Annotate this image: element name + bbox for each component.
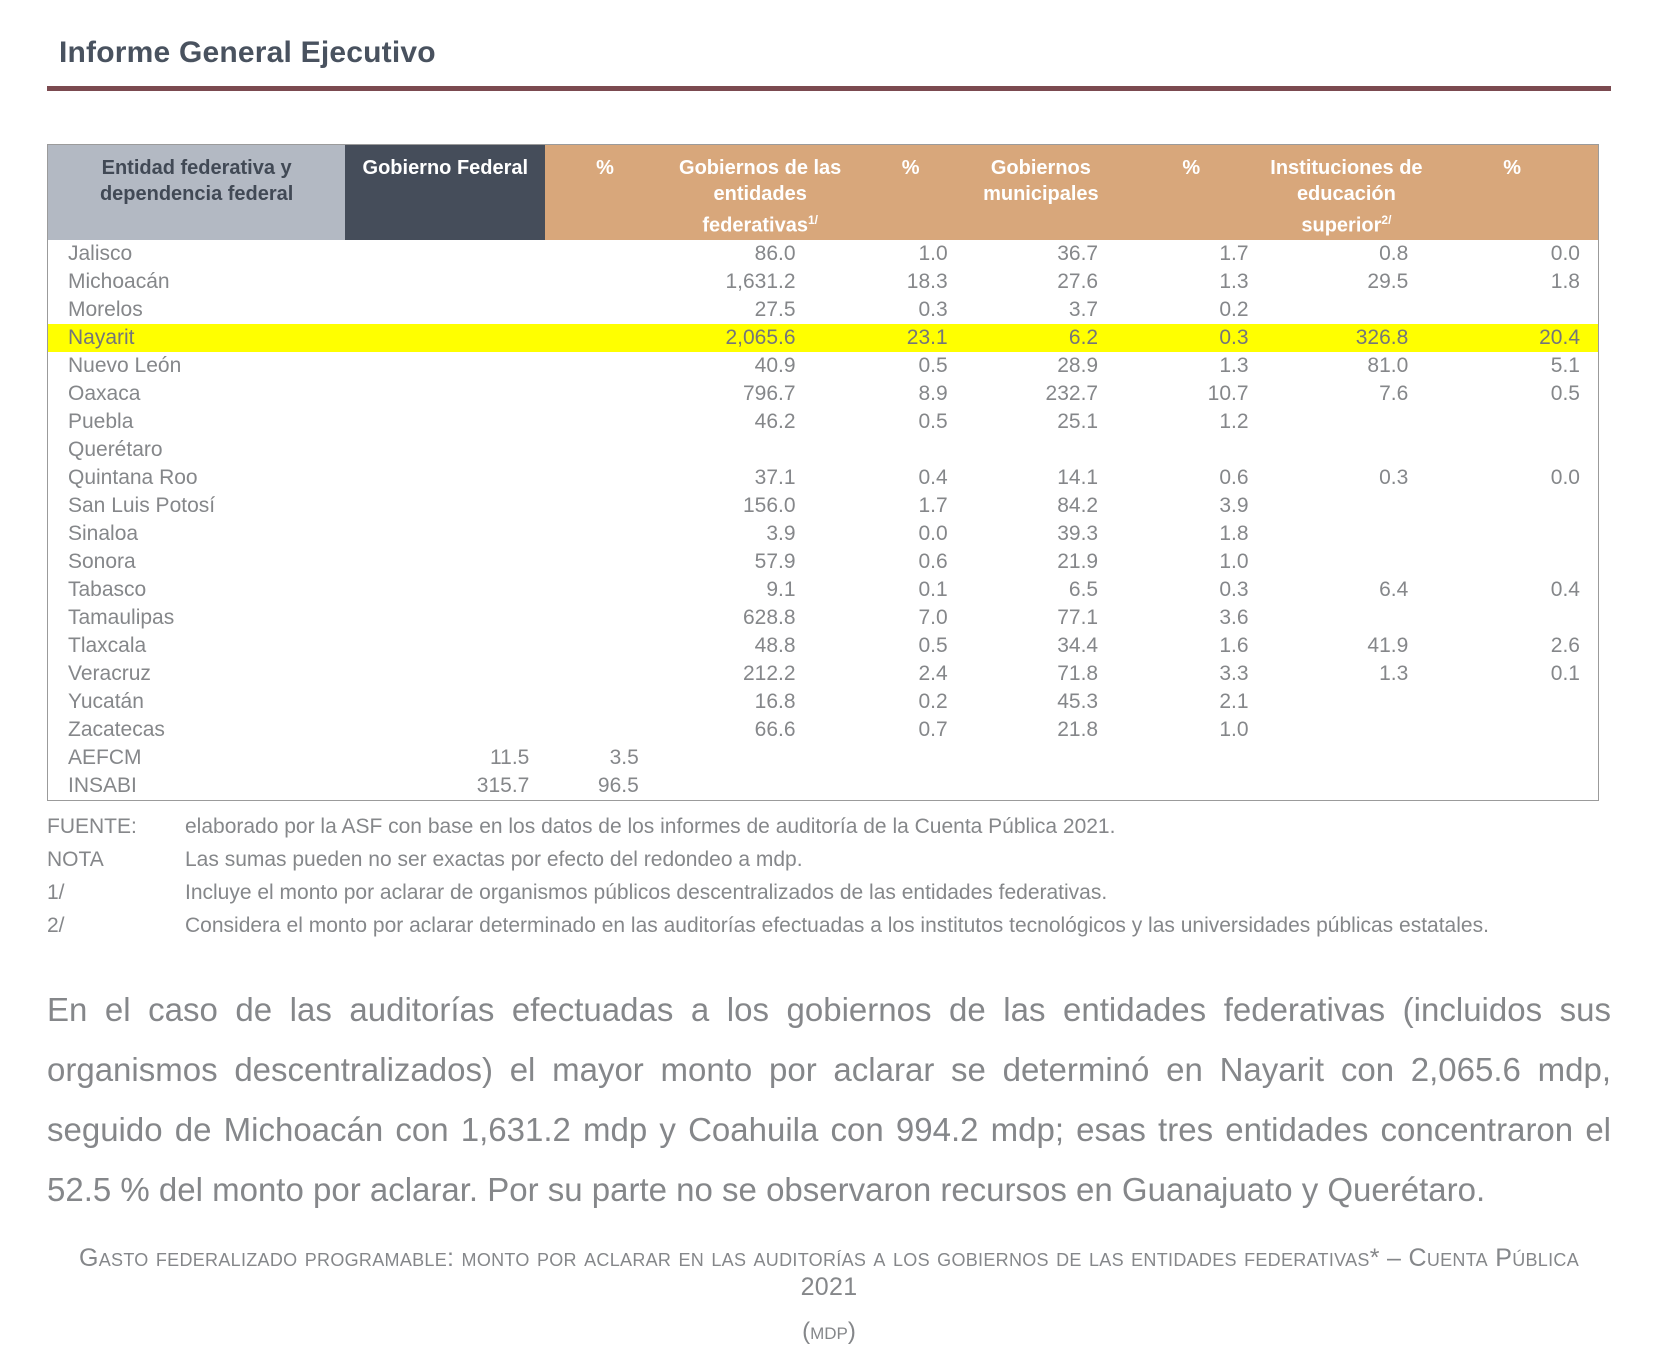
value-cell	[545, 548, 664, 576]
note-label: NOTA	[47, 847, 104, 871]
value-cell	[1116, 744, 1266, 772]
value-cell	[1426, 492, 1598, 520]
entity-name: Jalisco	[68, 241, 133, 265]
value-cell	[1426, 744, 1598, 772]
value-cell: 1.0	[1219, 549, 1249, 573]
value-cell: 7.6	[1379, 381, 1409, 405]
entity-name: INSABI	[68, 773, 137, 797]
value-cell	[345, 268, 545, 296]
table-row	[48, 324, 1599, 352]
value-cell	[545, 408, 664, 436]
value-cell: 40.9	[754, 353, 796, 377]
col-header-municipales: Gobiernos municipales	[966, 145, 1116, 240]
value-cell	[665, 772, 856, 801]
value-cell	[856, 772, 966, 801]
value-cell: 27.6	[1057, 269, 1099, 293]
value-cell	[545, 716, 664, 744]
entity-name: Tlaxcala	[68, 633, 147, 657]
value-cell	[545, 492, 664, 520]
value-cell: 1.8	[1219, 521, 1249, 545]
value-cell: 3.3	[1219, 661, 1249, 685]
entity-name: Tabasco	[68, 577, 147, 601]
value-cell	[545, 464, 664, 492]
table-row	[48, 240, 1599, 268]
value-cell: 2,065.6	[665, 324, 856, 352]
value-cell	[545, 660, 664, 688]
entity-name: Oaxaca	[68, 381, 141, 405]
title-divider	[47, 86, 1611, 91]
value-cell: 0.5	[1550, 381, 1580, 405]
note-label: FUENTE:	[47, 814, 137, 838]
value-cell	[345, 324, 545, 352]
value-cell: 326.8	[1267, 324, 1427, 352]
entity-name: Puebla	[68, 409, 134, 433]
col-header-pct-educacion: %	[1426, 145, 1598, 240]
value-cell	[1116, 436, 1266, 464]
value-cell	[545, 520, 664, 548]
value-cell: 23.1	[856, 324, 966, 352]
value-cell: 1.3	[1219, 269, 1249, 293]
value-cell	[966, 744, 1116, 772]
value-cell: 0.8	[1379, 241, 1409, 265]
value-cell: 81.0	[1367, 353, 1409, 377]
footnote-marker-1: 1/	[807, 213, 818, 227]
value-cell	[1267, 436, 1427, 464]
value-cell	[345, 660, 545, 688]
value-cell: 14.1	[1057, 465, 1099, 489]
entity-name: Querétaro	[68, 437, 163, 461]
value-cell: 1.0	[1219, 717, 1249, 741]
value-cell: 3.9	[766, 521, 796, 545]
value-cell: 1.6	[1219, 633, 1249, 657]
value-cell: 1,631.2	[725, 269, 796, 293]
value-cell	[545, 604, 664, 632]
value-cell	[856, 744, 966, 772]
table-row	[48, 660, 1599, 688]
value-cell: 5.1	[1550, 353, 1580, 377]
table-row	[48, 604, 1599, 632]
value-cell: 2.1	[1219, 689, 1249, 713]
value-cell: 796.7	[742, 381, 796, 405]
table-row	[48, 716, 1599, 744]
value-cell: 0.2	[1219, 297, 1249, 321]
value-cell: 37.1	[754, 465, 796, 489]
entity-name: Sinaloa	[68, 521, 139, 545]
entity-name: Michoacán	[68, 269, 170, 293]
value-cell	[665, 436, 856, 464]
value-cell	[345, 296, 545, 324]
value-cell: 0.0	[1550, 465, 1580, 489]
value-cell	[345, 716, 545, 744]
value-cell: 0.0	[918, 521, 948, 545]
table-row	[48, 520, 1599, 548]
col-header-entidades-federativas: Gobiernos de las entidades federativas$^{1/}$	[665, 145, 856, 240]
entity-name: Morelos	[68, 297, 143, 321]
value-cell	[545, 240, 664, 268]
value-cell: 0.1	[918, 577, 948, 601]
value-cell: 8.9	[918, 381, 948, 405]
value-cell	[545, 632, 664, 660]
col-header-pct-municipales: %	[1116, 145, 1266, 240]
value-cell: 96.5	[597, 773, 639, 797]
value-cell	[1267, 296, 1427, 324]
value-cell: 66.6	[754, 717, 796, 741]
table-row	[48, 352, 1599, 380]
value-cell: 0.3	[1379, 465, 1409, 489]
table-row	[48, 576, 1599, 604]
value-cell: 7.0	[918, 605, 948, 629]
value-cell	[545, 296, 664, 324]
table-caption: Gasto federalizado programable: monto por aclarar en las auditorías a los gobiernos de las entidades federativas* – Cuenta Pública 2021	[78, 1243, 1580, 1301]
value-cell: 1.3	[1219, 353, 1249, 377]
value-cell: 3.7	[1068, 297, 1099, 321]
value-cell: 6.4	[1379, 577, 1409, 601]
value-cell: 11.5	[490, 745, 530, 769]
audit-table	[47, 144, 1599, 801]
value-cell: 46.2	[754, 409, 796, 433]
value-cell: 0.5	[918, 409, 948, 433]
value-cell	[345, 576, 545, 604]
value-cell	[1267, 688, 1427, 716]
value-cell	[1267, 604, 1427, 632]
value-cell	[1267, 716, 1427, 744]
value-cell: 1.7	[1219, 241, 1249, 265]
col-header-gobierno-federal: Gobierno Federal	[345, 145, 545, 240]
value-cell	[345, 240, 545, 268]
value-cell	[1116, 772, 1266, 801]
value-cell: 45.3	[1057, 689, 1099, 713]
value-cell: 28.9	[1057, 353, 1099, 377]
value-cell: 0.4	[918, 465, 948, 489]
table-row	[48, 380, 1599, 408]
value-cell	[345, 520, 545, 548]
value-cell	[1426, 520, 1598, 548]
value-cell	[1426, 772, 1598, 801]
value-cell	[1267, 744, 1427, 772]
value-cell	[345, 604, 545, 632]
note-label: 2/	[47, 913, 65, 937]
value-cell	[1426, 604, 1598, 632]
value-cell: 0.3	[918, 297, 948, 321]
value-cell	[345, 688, 545, 716]
value-cell: 1.8	[1550, 269, 1580, 293]
value-cell: 6.5	[1068, 577, 1099, 601]
value-cell: 34.4	[1057, 633, 1099, 657]
note-label: 1/	[47, 880, 65, 904]
value-cell: 16.8	[754, 689, 796, 713]
value-cell	[345, 408, 545, 436]
table-row	[48, 688, 1599, 716]
col-header-entidad: Entidad federativa y dependencia federal	[48, 145, 346, 240]
note-text: Las sumas pueden no ser exactas por efecto del redondeo a mdp.	[185, 847, 803, 871]
value-cell	[1426, 688, 1598, 716]
value-cell: 36.7	[1057, 241, 1099, 265]
value-cell: 3.6	[1219, 605, 1249, 629]
value-cell: 71.8	[1057, 661, 1099, 685]
value-cell: 84.2	[1057, 493, 1099, 517]
entity-name: Sonora	[68, 549, 136, 573]
note-text: elaborado por la ASF con base en los datos de los informes de auditoría de la Cuenta Pública 2021.	[185, 814, 1116, 838]
value-cell	[345, 464, 545, 492]
entity-name: San Luis Potosí	[68, 493, 216, 517]
value-cell	[1267, 772, 1427, 801]
entity-name: Nuevo León	[68, 353, 182, 377]
value-cell: 0.0	[1550, 241, 1580, 265]
table-row	[48, 548, 1599, 576]
table-row	[48, 772, 1599, 801]
value-cell: 0.4	[1550, 577, 1580, 601]
value-cell: 1.7	[918, 493, 948, 517]
value-cell: 2.4	[918, 661, 948, 685]
entity-name: Veracruz	[68, 661, 151, 685]
table-row	[48, 464, 1599, 492]
value-cell	[545, 576, 664, 604]
value-cell	[665, 744, 856, 772]
entity-name: Zacatecas	[68, 717, 165, 741]
note-1	[47, 876, 1611, 909]
value-cell: 86.0	[754, 241, 796, 265]
value-cell: 41.9	[1367, 633, 1409, 657]
note-2	[47, 909, 1611, 942]
value-cell: 3.5	[609, 745, 639, 769]
value-cell: 0.6	[918, 549, 948, 573]
value-cell: 21.8	[1057, 717, 1099, 741]
value-cell	[345, 380, 545, 408]
value-cell: 0.7	[918, 717, 948, 741]
value-cell: 9.1	[766, 577, 796, 601]
value-cell: 48.8	[754, 633, 796, 657]
value-cell: 2.6	[1550, 633, 1580, 657]
value-cell	[1426, 548, 1598, 576]
value-cell	[966, 436, 1116, 464]
value-cell: 1.3	[1379, 661, 1409, 685]
value-cell: 27.5	[754, 297, 796, 321]
value-cell	[1426, 436, 1598, 464]
value-cell: 21.9	[1057, 549, 1099, 573]
value-cell	[545, 324, 664, 352]
value-cell	[856, 436, 966, 464]
table-header	[48, 145, 1599, 240]
table-body	[48, 240, 1599, 801]
value-cell	[545, 688, 664, 716]
value-cell	[545, 380, 664, 408]
value-cell: 39.3	[1057, 521, 1099, 545]
value-cell: 57.9	[754, 549, 796, 573]
value-cell	[345, 436, 545, 464]
table-caption-unit: (mdp)	[802, 1317, 856, 1345]
value-cell: 25.1	[1057, 409, 1099, 433]
value-cell	[1426, 296, 1598, 324]
value-cell: 0.5	[918, 353, 948, 377]
value-cell: 0.1	[1550, 661, 1580, 685]
value-cell	[345, 352, 545, 380]
note-text: Incluye el monto por aclarar de organismos públicos descentralizados de las entidades federativas.	[185, 880, 1108, 904]
table-row	[48, 744, 1599, 772]
value-cell: 1.2	[1219, 409, 1249, 433]
value-cell	[1426, 716, 1598, 744]
value-cell	[345, 632, 545, 660]
value-cell	[1267, 520, 1427, 548]
entity-name: Quintana Roo	[68, 465, 198, 489]
value-cell	[545, 436, 664, 464]
value-cell: 20.4	[1426, 324, 1598, 352]
analysis-paragraph: En el caso de las auditorías efectuadas a los gobiernos de las entidades federativas (incluidos sus organismos descentralizados) el mayor monto por aclarar se determinó en Nayarit con 2,065.6 mdp, seguido de Michoacán con 1,631.2 mdp y Coahuila con 994.2 mdp; esas tres entidades concentraron el 52.5 % del monto por aclarar. Por su parte no se observaron recursos en Guanajuato y Querétaro.	[47, 990, 1611, 1208]
table-row	[48, 268, 1599, 296]
value-cell: 0.2	[918, 689, 948, 713]
value-cell	[1426, 408, 1598, 436]
value-cell: 315.7	[476, 773, 530, 797]
value-cell: 10.7	[1207, 381, 1249, 405]
table-row	[48, 632, 1599, 660]
value-cell: 0.3	[1219, 577, 1249, 601]
note-nota	[47, 843, 1611, 876]
value-cell: 3.9	[1219, 493, 1249, 517]
value-cell	[1267, 408, 1427, 436]
col-header-pct-federal: %	[545, 145, 664, 240]
value-cell: 6.2	[966, 324, 1116, 352]
note-fuente	[47, 810, 1611, 843]
col-header-pct-entidades: %	[856, 145, 966, 240]
value-cell	[545, 352, 664, 380]
value-cell: 0.6	[1219, 465, 1249, 489]
table-row	[48, 492, 1599, 520]
value-cell: 77.1	[1057, 605, 1099, 629]
value-cell: 0.3	[1116, 324, 1266, 352]
entity-name: Tamaulipas	[68, 605, 175, 629]
footnote-marker-2: 2/	[1381, 213, 1392, 227]
table-row	[48, 408, 1599, 436]
table-row	[48, 296, 1599, 324]
value-cell: 1.0	[918, 241, 948, 265]
value-cell	[1267, 548, 1427, 576]
note-text: Considera el monto por aclarar determinado en las auditorías efectuadas a los institutos tecnológicos y las universidades públicas estatales.	[185, 913, 1489, 937]
value-cell	[1267, 492, 1427, 520]
page-title: Informe General Ejecutivo	[59, 36, 436, 69]
col-header-educacion-superior: Instituciones de educación superior$^{2/}$	[1267, 145, 1427, 240]
entity-name: Nayarit	[48, 324, 346, 352]
value-cell: 0.5	[918, 633, 948, 657]
value-cell: 29.5	[1367, 269, 1409, 293]
value-cell: 212.2	[742, 661, 796, 685]
value-cell	[966, 772, 1116, 801]
table-row	[48, 436, 1599, 464]
value-cell: 156.0	[742, 493, 796, 517]
entity-name: AEFCM	[68, 745, 142, 769]
table-footnotes	[47, 810, 1611, 942]
value-cell	[345, 492, 545, 520]
value-cell: 18.3	[906, 269, 948, 293]
value-cell	[545, 268, 664, 296]
entity-name: Yucatán	[68, 689, 144, 713]
value-cell: 628.8	[742, 605, 796, 629]
value-cell: 232.7	[1045, 381, 1099, 405]
value-cell	[345, 548, 545, 576]
